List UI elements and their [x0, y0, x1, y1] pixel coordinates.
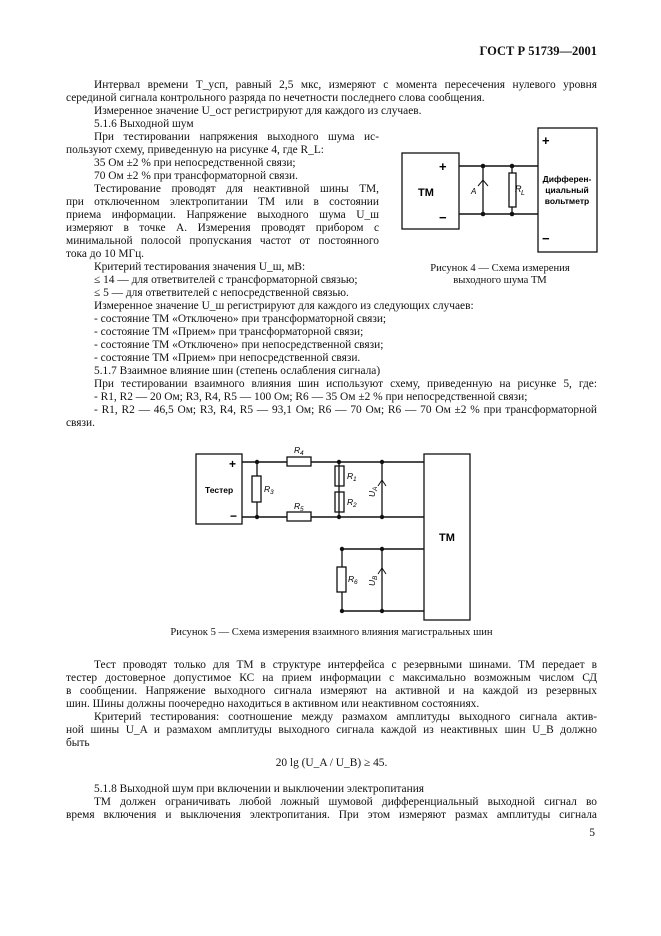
fig5-ub: U — [367, 579, 377, 586]
text-line: Тест проводят только для ТМ в структуре интерфейса с резервными шинами. ТМ передает в — [94, 659, 597, 671]
fig4-plus-left: + — [439, 159, 447, 174]
text-line: тестер достоверное допустимое КС на прием информации с максимально возможным числом СД — [66, 672, 597, 684]
text-line: пользуют схему, приведенную на рисунке 4, где R_L: — [66, 144, 324, 156]
text-line: ≤ 14 — для ответвителей с трансформаторной связью; — [94, 274, 358, 286]
fig4-minus-left: − — [439, 210, 447, 225]
fig5-r6: R — [348, 574, 355, 584]
text-line: в сообщении. Напряжение выходного сигнала измеряют на активной и на каждой из резервных — [66, 685, 597, 697]
figure-4-caption-line-2: выходного шума ТМ — [453, 275, 547, 286]
fig4-meter-label-1: Дифферен- — [542, 174, 592, 184]
text-line: связи. — [66, 417, 95, 429]
text-line: 35 Ом ±2 % при непосредственной связи; — [94, 157, 296, 169]
text-line: 70 Ом ±2 % при трансформаторной связи. — [94, 170, 298, 182]
text-line: ной шины U_A и размахом амплитуды выходного сигнала каждой из неактивных шин U_B должно — [66, 724, 597, 736]
fig4-point-a: А — [471, 187, 477, 196]
fig5-plus: + — [229, 457, 237, 471]
fig4-meter-label-2: циальный — [545, 185, 589, 195]
text-line: при отключенном электропитании ТМ или в состоянии — [66, 196, 379, 208]
fig5-tester-label: Тестер — [205, 485, 234, 495]
fig5-r2-sub: 2 — [353, 502, 357, 509]
fig5-r1-sub: 1 — [353, 476, 357, 483]
list-item: - состояние ТМ «Прием» при трансформаторной связи; — [94, 326, 364, 338]
document-header: ГОСТ Р 51739—2001 — [479, 44, 597, 58]
figure-5-caption: Рисунок 5 — Схема измерения взаимного влияния магистральных шин — [170, 627, 493, 638]
fig5-ua-sub: A — [372, 486, 379, 491]
fig5-tm-label: ТМ — [439, 532, 455, 544]
fig5-r4: R — [294, 445, 301, 455]
text-line: время включения и выключения электропитания. При этом измеряют размах амплитуды сигнала — [66, 809, 597, 821]
text-line: минимальной полосой пропускания частот от постоянного — [66, 235, 379, 247]
text-line: приема информации. Напряжение выходного шума U_ш — [66, 209, 379, 221]
fig5-r5: R — [294, 501, 301, 511]
section-heading: 5.1.6 Выходной шум — [94, 118, 194, 130]
fig5-ua: U — [367, 490, 377, 497]
figure-4-caption-line-1: Рисунок 4 — Схема измерения — [430, 263, 570, 274]
list-item: - состояние ТМ «Отключено» при непосредственной связи; — [94, 339, 384, 351]
list-item: - R1, R2 — 20 Ом; R3, R4, R5 — 100 Ом; R6 — 35 Ом ±2 % при непосредственной связи; — [94, 391, 528, 403]
text-line: шин. Шины должны поочередно находиться в активном или неактивном состояниях. — [66, 698, 480, 710]
fig5-r1: R — [347, 471, 354, 481]
fig5-r4-sub: 4 — [300, 450, 304, 457]
text-line: Измеренное значение U_ост регистрируют для каждого из случаев. — [94, 105, 422, 117]
section-heading: 5.1.8 Выходной шум при включении и выключении электропитания — [94, 783, 425, 795]
fig5-r3: R — [264, 484, 271, 494]
text-line: Критерий тестирования значения U_ш, мВ: — [94, 261, 306, 273]
fig4-plus-right: + — [542, 133, 550, 148]
fig4-rl: R — [515, 184, 522, 194]
text-line: серединой сигнала контрольного разряда по нечетности последнего слова сообщения. — [66, 92, 485, 104]
text-line: быть — [66, 737, 90, 749]
fig5-minus: − — [230, 509, 238, 523]
list-item: - R1, R2 — 46,5 Ом; R3, R4, R5 — 93,1 Ом; R6 — 70 Ом; R6 — 70 Ом ±2 % при трансформаторной — [94, 404, 597, 416]
fig4-rl-sub: L — [521, 190, 525, 197]
text-line: При тестировании напряжения выходного шума ис- — [94, 131, 379, 143]
formula: 20 lg (U_A / U_B) ≥ 45. — [275, 757, 388, 769]
text-line: ТМ должен ограничивать любой ложный шумовой дифференциальный выходной сигнал во — [94, 796, 597, 808]
text-line: Критерий тестирования: соотношение между размахом амплитуды выходного сигнала актив- — [94, 711, 597, 723]
fig4-meter-label-3: вольтметр — [544, 196, 590, 206]
fig5-r3-sub: 3 — [270, 489, 274, 496]
text-line: При тестировании взаимного влияния шин используют схему, приведенную на рисунке 5, где: — [94, 378, 597, 390]
fig5-r5-sub: 5 — [300, 506, 304, 513]
text-line: Интервал времени T_усп, равный 2,5 мкс, измеряют с момента пересечения нулевого уровня — [94, 79, 597, 91]
list-item: - состояние ТМ «Прием» при непосредственной связи. — [94, 352, 361, 364]
fig5-r2: R — [347, 497, 354, 507]
list-item: - состояние ТМ «Отключено» при трансформаторной связи; — [94, 313, 387, 325]
text-line: Измеренное значение U_ш регистрируют для каждого из следующих случаев: — [94, 300, 474, 312]
text-line: тока до 10 МГц. — [66, 248, 145, 260]
section-heading: 5.1.7 Взаимное влияние шин (степень ослабления сигнала) — [94, 365, 381, 377]
fig5-r6-sub: 6 — [354, 579, 358, 586]
text-line: измеряют в точке А. Измерения проводят прибором с — [66, 222, 379, 234]
fig4-minus-right: − — [542, 231, 550, 246]
fig5-ub-sub: B — [372, 575, 379, 580]
page-number: 5 — [589, 827, 595, 839]
text-line: ≤ 5 — для ответвителей с непосредственной связью. — [94, 287, 349, 299]
fig4-tm-label: ТМ — [418, 187, 434, 199]
text-line: Тестирование проводят для неактивной шины ТМ, — [94, 183, 379, 195]
